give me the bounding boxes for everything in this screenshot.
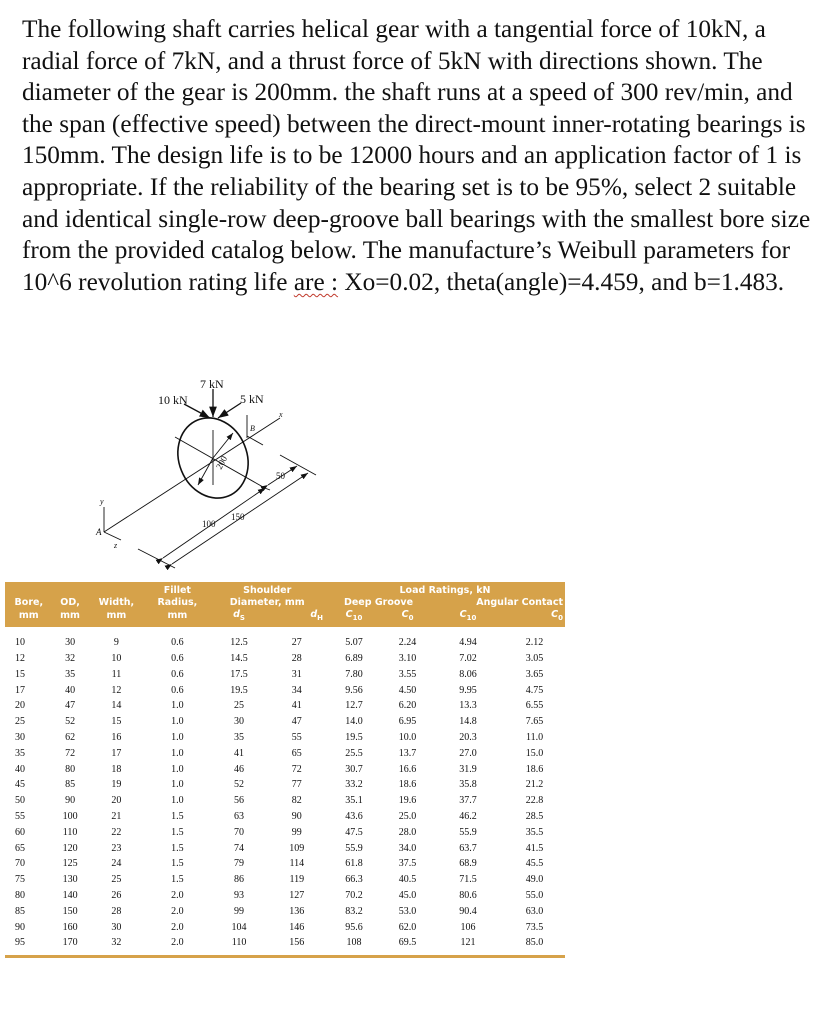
table-row	[5, 824, 565, 840]
header-fillet: Fillet	[145, 582, 209, 597]
table-cell: 1.5	[171, 811, 184, 823]
table-cell: 47.5	[345, 826, 363, 838]
table-cell: 136	[289, 905, 305, 917]
table-cell: 53.0	[398, 905, 417, 917]
table-row	[5, 666, 565, 682]
header-unit-width: mm	[88, 609, 146, 627]
table-cell: 46	[234, 763, 245, 775]
table-row	[5, 888, 565, 904]
point-b-label: B	[250, 424, 255, 433]
table-cell: 3.05	[525, 653, 544, 665]
table-cell: 75	[15, 874, 25, 886]
table-cell: 1.5	[171, 826, 184, 838]
table-cell: 1.0	[171, 732, 184, 744]
table-cell: 70	[234, 826, 245, 838]
table-cell: 22.8	[525, 795, 544, 807]
table-cell: 25	[234, 700, 245, 712]
z-axis-label: z	[114, 541, 118, 550]
table-cell: 46.2	[459, 811, 477, 823]
table-cell: 19.5	[345, 732, 363, 744]
table-cell: 80	[15, 890, 25, 902]
table-cell: 3.10	[398, 653, 417, 665]
table-cell: 73.5	[525, 921, 544, 933]
force-10kn-arrow	[184, 404, 210, 418]
table-cell: 93	[234, 890, 245, 902]
table-cell: 108	[346, 937, 362, 949]
table-bottom-rule	[5, 951, 565, 957]
table-cell: 49.0	[525, 874, 544, 886]
table-cell: 17	[15, 684, 25, 696]
table-cell: 106	[460, 921, 476, 933]
table-cell: 45	[15, 779, 25, 791]
table-cell: 80	[65, 763, 76, 775]
table-cell: 2.0	[171, 937, 184, 949]
table-cell: 52	[65, 716, 76, 728]
header-angular-contact: Angular Contact	[432, 597, 565, 609]
table-cell: 2.0	[171, 921, 184, 933]
table-cell: 21	[111, 811, 122, 823]
table-cell: 14	[111, 700, 122, 712]
table-cell: 110	[62, 826, 78, 838]
table-cell: 22	[111, 826, 122, 838]
table-cell: 40	[65, 684, 76, 696]
table-cell: 12.7	[345, 700, 363, 712]
table-cell: 63.7	[459, 842, 477, 854]
table-cell: 1.5	[171, 874, 184, 886]
table-cell: 27.0	[459, 747, 477, 759]
table-cell: 35.8	[459, 779, 477, 791]
table-cell: 160	[62, 921, 78, 933]
table-cell: 14.0	[345, 716, 363, 728]
table-cell: 1.0	[171, 763, 184, 775]
table-cell: 71.5	[459, 874, 477, 886]
header-ac-c0: $C_0$	[504, 609, 565, 627]
table-cell: 20.3	[459, 732, 477, 744]
bearing-catalog-table	[5, 582, 565, 958]
table-cell: 7.65	[525, 716, 544, 728]
header-radius: Radius,	[145, 597, 209, 609]
table-cell: 1.0	[171, 716, 184, 728]
table-row	[5, 919, 565, 935]
header-unit-radius: mm	[145, 609, 209, 627]
table-cell: 25	[111, 874, 122, 886]
table-cell: 4.50	[398, 684, 417, 696]
table-cell: 74	[234, 842, 245, 854]
table-cell: 2.12	[525, 637, 544, 649]
table-cell: 120	[62, 842, 78, 854]
table-cell: 90	[65, 795, 76, 807]
table-cell: 19	[111, 779, 122, 791]
table-cell: 20	[15, 700, 25, 712]
table-cell: 11	[111, 668, 122, 680]
table-cell: 30	[234, 716, 245, 728]
table-cell: 19.6	[398, 795, 417, 807]
diameter-label: 200	[213, 454, 230, 471]
table-cell: 18.6	[525, 763, 544, 775]
table-cell: 34	[291, 684, 302, 696]
table-cell: 55.9	[345, 842, 363, 854]
header-dg-c0: $C_0$	[383, 609, 432, 627]
table-cell: 45.5	[525, 858, 544, 870]
table-cell: 6.55	[525, 700, 544, 712]
table-cell: 21.2	[525, 779, 544, 791]
table-cell: 146	[289, 921, 305, 933]
table-cell: 32	[65, 653, 76, 665]
table-cell: 16.6	[398, 763, 417, 775]
table-cell: 80.6	[459, 890, 477, 902]
table-row	[5, 935, 565, 951]
table-cell: 50	[15, 795, 25, 807]
table-cell: 104	[231, 921, 247, 933]
table-cell: 47	[291, 716, 302, 728]
table-cell: 63	[234, 811, 245, 823]
table-cell: 1.0	[171, 700, 184, 712]
table-cell: 15.0	[525, 747, 544, 759]
table-cell: 85	[15, 905, 25, 917]
problem-text-end: Xo=0.02, theta(angle)=4.459, and b=1.483.	[338, 267, 785, 296]
force-5kn-arrow	[218, 403, 241, 418]
table-cell: 12	[15, 653, 25, 665]
header-deep-groove: Deep Groove	[325, 597, 432, 609]
table-cell: 13.7	[398, 747, 417, 759]
table-row	[5, 840, 565, 856]
header-unit-bore: mm	[5, 609, 53, 627]
table-cell: 10	[15, 637, 25, 649]
table-cell: 24	[111, 858, 122, 870]
header-width: Width,	[88, 597, 146, 609]
header-od: OD,	[53, 597, 88, 609]
table-row	[5, 903, 565, 919]
table-cell: 0.6	[171, 668, 184, 680]
table-cell: 110	[231, 937, 247, 949]
table-cell: 56	[234, 795, 245, 807]
dim-150-label: 150	[231, 512, 245, 522]
table-cell: 8.06	[459, 668, 477, 680]
table-cell: 52	[234, 779, 245, 791]
table-cell: 90	[15, 921, 25, 933]
table-row	[5, 856, 565, 872]
table-cell: 6.89	[345, 653, 363, 665]
table-cell: 70.2	[345, 890, 363, 902]
header-dh: $d_H$	[269, 609, 325, 627]
table-cell: 150	[62, 905, 78, 917]
header-dg-c10: $C_{10}$	[325, 609, 383, 627]
problem-text: The following shaft carries helical gear with a tangential force of 10kN, a radial force of 7kN, and a thrust force of 5kN with directions shown. The diameter of the gear is 200mm. the shaft runs at a speed of 300 rev/min, and the span (effective speed) between the direct-mount inner-rotating bearings is 150mm. The design life is to be 12000 hours and an application factor of 1 is appropriate. If the reliability of the bearing set is to be 95%, select 2 suitable and identical single-row deep-groove ball bearings with the smallest bore size from the provided catalog below. The manufacture’s Weibull parameters for 10^6 revolution rating life	[22, 15, 811, 296]
table-cell: 12.5	[230, 637, 248, 649]
table-cell: 37.5	[398, 858, 417, 870]
table-cell: 45.0	[398, 890, 417, 902]
table-cell: 69.5	[398, 937, 417, 949]
table-cell: 72	[65, 747, 76, 759]
table-cell: 23	[111, 842, 122, 854]
force-7kn-label: 7 kN	[200, 377, 224, 391]
table-cell: 41.5	[525, 842, 544, 854]
table-cell: 18	[111, 763, 122, 775]
table-cell: 100	[62, 811, 78, 823]
table-cell: 34.0	[398, 842, 417, 854]
table-cell: 6.20	[398, 700, 417, 712]
table-cell: 95	[15, 937, 25, 949]
table-cell: 47	[65, 700, 76, 712]
header-diameter: Diameter, mm	[209, 597, 325, 609]
table-cell: 66.3	[345, 874, 363, 886]
table-cell: 30	[111, 921, 122, 933]
table-cell: 28.0	[398, 826, 417, 838]
table-cell: 35.1	[345, 795, 363, 807]
table-cell: 86	[234, 874, 245, 886]
table-row	[5, 627, 565, 651]
table-cell: 90.4	[459, 905, 477, 917]
table-cell: 109	[289, 842, 305, 854]
x-axis-label: x	[279, 410, 283, 419]
table-cell: 35.5	[525, 826, 544, 838]
table-cell: 35	[65, 668, 76, 680]
table-cell: 30	[65, 637, 76, 649]
table-cell: 4.94	[459, 637, 477, 649]
table-cell: 1.5	[171, 858, 184, 870]
table-cell: 3.65	[525, 668, 544, 680]
table-cell: 7.80	[345, 668, 363, 680]
table-cell: 90	[291, 811, 302, 823]
header-unit-od: mm	[53, 609, 88, 627]
table-cell: 9	[113, 637, 119, 649]
table-cell: 4.75	[525, 684, 544, 696]
header-shoulder: Shoulder	[209, 582, 325, 597]
table-cell: 55	[291, 732, 302, 744]
table-cell: 15	[15, 668, 25, 680]
table-cell: 156	[289, 937, 305, 949]
table-cell: 30.7	[345, 763, 363, 775]
table-cell: 26	[111, 890, 122, 902]
table-cell: 3.55	[398, 668, 417, 680]
table-row	[5, 761, 565, 777]
force-5kn-label: 5 kN	[240, 392, 264, 406]
table-cell: 16	[111, 732, 122, 744]
table-cell: 82	[291, 795, 302, 807]
table-row	[5, 809, 565, 825]
table-cell: 13.3	[459, 700, 477, 712]
table-cell: 7.02	[459, 653, 477, 665]
table-row	[5, 698, 565, 714]
table-cell: 99	[291, 826, 302, 838]
table-cell: 65	[291, 747, 302, 759]
table-cell: 62	[65, 732, 76, 744]
table-cell: 41	[234, 747, 245, 759]
table-cell: 40.5	[398, 874, 417, 886]
table-cell: 35	[234, 732, 245, 744]
dim-100-label: 100	[202, 519, 216, 529]
table-cell: 60	[15, 826, 25, 838]
table-cell: 37.7	[459, 795, 477, 807]
table-cell: 10.0	[398, 732, 417, 744]
table-cell: 2.0	[171, 905, 184, 917]
table-cell: 65	[15, 842, 25, 854]
table-cell: 11.0	[525, 732, 544, 744]
table-row	[5, 793, 565, 809]
table-cell: 43.6	[345, 811, 363, 823]
table-cell: 70	[15, 858, 25, 870]
table-cell: 31.9	[459, 763, 477, 775]
table-cell: 1.5	[171, 842, 184, 854]
table-row	[5, 745, 565, 761]
table-cell: 17.5	[230, 668, 248, 680]
table-cell: 28	[291, 653, 302, 665]
table-cell: 14.5	[230, 653, 248, 665]
shaft-axis	[104, 418, 280, 532]
table-cell: 17	[111, 747, 122, 759]
table-cell: 32	[111, 937, 122, 949]
table-cell: 83.2	[345, 905, 363, 917]
table-cell: 0.6	[171, 684, 184, 696]
table-cell: 0.6	[171, 653, 184, 665]
table-cell: 1.0	[171, 747, 184, 759]
table-cell: 33.2	[345, 779, 363, 791]
table-cell: 95.6	[345, 921, 363, 933]
table-cell: 27	[291, 637, 302, 649]
table-cell: 12	[111, 684, 122, 696]
table-cell: 28	[111, 905, 122, 917]
table-cell: 25.5	[345, 747, 363, 759]
table-cell: 19.5	[230, 684, 248, 696]
dim-50-label: 50	[276, 471, 285, 481]
header-bore: Bore,	[5, 597, 53, 609]
table-cell: 41	[291, 700, 302, 712]
table-cell: 55.9	[459, 826, 477, 838]
table-cell: 77	[291, 779, 302, 791]
table-cell: 170	[62, 937, 78, 949]
table-cell: 14.8	[459, 716, 477, 728]
table-cell: 30	[15, 732, 25, 744]
point-a-label: A	[96, 527, 102, 537]
table-cell: 61.8	[345, 858, 363, 870]
spellcheck-underlined-text: are :	[293, 267, 339, 296]
table-cell: 9.95	[459, 684, 477, 696]
header-ac-c10: $C_{10}$	[432, 609, 504, 627]
table-cell: 1.0	[171, 795, 184, 807]
table-cell: 40	[15, 763, 25, 775]
table-cell: 25.0	[398, 811, 417, 823]
table-cell: 121	[460, 937, 476, 949]
table-cell: 85.0	[525, 937, 544, 949]
table-cell: 1.0	[171, 779, 184, 791]
table-cell: 25	[15, 716, 25, 728]
table-cell: 79	[234, 858, 245, 870]
table-cell: 127	[289, 890, 305, 902]
table-cell: 0.6	[171, 637, 184, 649]
table-row	[5, 651, 565, 667]
table-row	[5, 730, 565, 746]
table-cell: 62.0	[398, 921, 417, 933]
table-cell: 15	[111, 716, 122, 728]
table-cell: 55.0	[525, 890, 544, 902]
table-row	[5, 714, 565, 730]
table-cell: 125	[62, 858, 78, 870]
table-cell: 2.0	[171, 890, 184, 902]
table-cell: 85	[65, 779, 76, 791]
force-10kn-label: 10 kN	[158, 393, 188, 407]
table-cell: 114	[289, 858, 305, 870]
table-cell: 20	[111, 795, 122, 807]
table-cell: 68.9	[459, 858, 477, 870]
table-row	[5, 682, 565, 698]
table-cell: 2.24	[398, 637, 417, 649]
table-row	[5, 872, 565, 888]
table-cell: 5.07	[345, 637, 363, 649]
table-row	[5, 777, 565, 793]
table-cell: 31	[291, 668, 302, 680]
table-cell: 72	[291, 763, 302, 775]
table-cell: 140	[62, 890, 78, 902]
table-cell: 10	[111, 653, 122, 665]
table-cell: 99	[234, 905, 245, 917]
table-cell: 6.95	[398, 716, 417, 728]
table-cell: 63.0	[525, 905, 544, 917]
table-cell: 18.6	[398, 779, 417, 791]
table-cell: 28.5	[525, 811, 544, 823]
y-axis-label: y	[100, 497, 104, 506]
z-axis	[104, 532, 121, 540]
header-load-ratings: Load Ratings, kN	[325, 582, 565, 597]
table-cell: 55	[15, 811, 25, 823]
header-ds: $d_S$	[209, 609, 268, 627]
table-cell: 130	[62, 874, 78, 886]
table-cell: 9.56	[345, 684, 363, 696]
table-cell: 119	[289, 874, 305, 886]
table-cell: 35	[15, 747, 25, 759]
